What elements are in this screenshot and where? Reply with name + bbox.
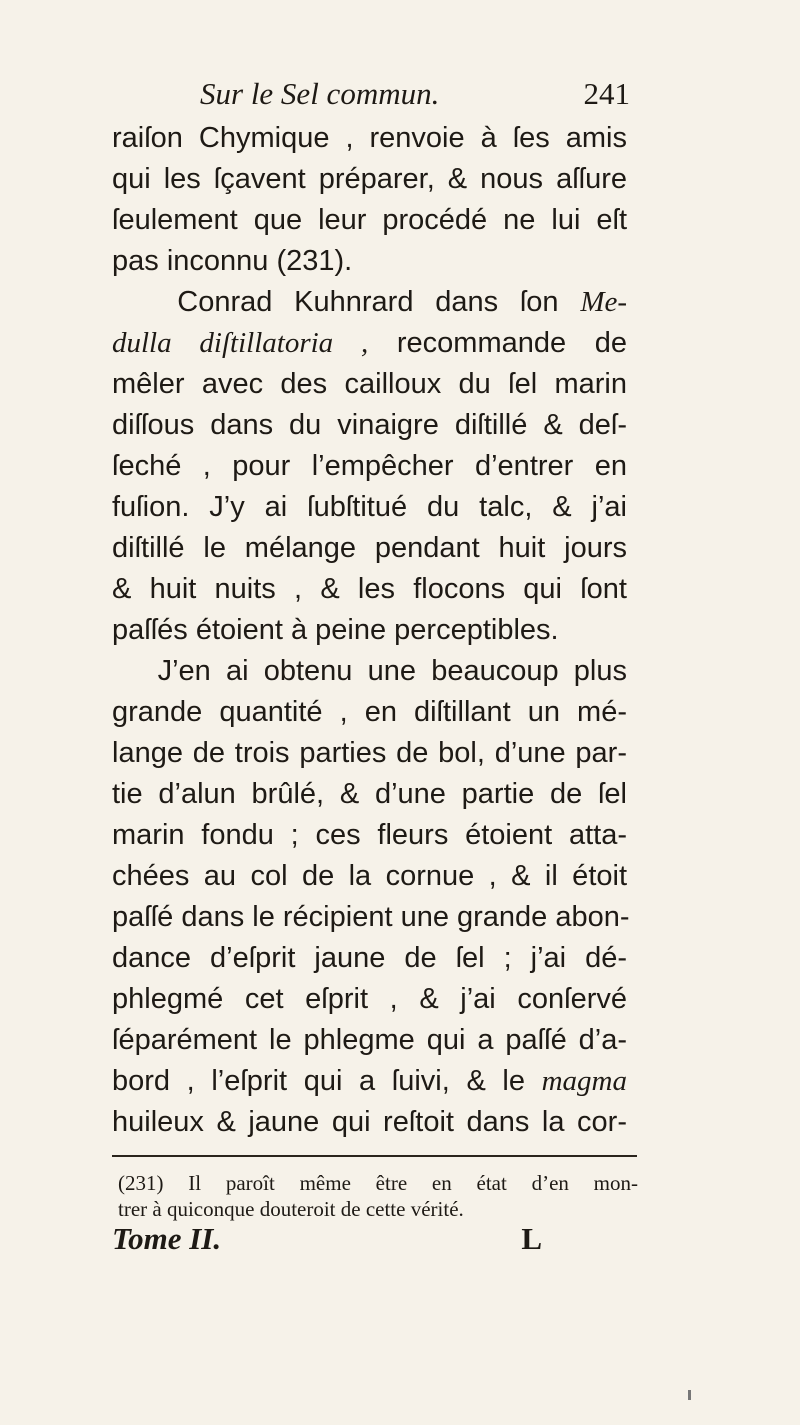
footnote xyxy=(118,1170,638,1222)
footnote-rule xyxy=(112,1155,637,1157)
footnote-line: trer à quiconque douteroit de cette vérité. xyxy=(118,1197,464,1221)
text-line xyxy=(112,241,627,282)
line-text: grande quantité , en diſtillant un mé- xyxy=(112,696,627,728)
volume-mark: Tome II. xyxy=(112,1221,222,1256)
text-line xyxy=(112,405,627,446)
text-line xyxy=(112,856,627,897)
signature-line xyxy=(112,1218,542,1260)
running-head-title: Sur le Sel commun. xyxy=(200,76,440,111)
line-text: huileux & jaune qui reſtoit dans la cor- xyxy=(112,1106,627,1138)
italic-text: Me- xyxy=(580,286,627,318)
text-line xyxy=(112,979,627,1020)
text-line xyxy=(112,528,627,569)
running-head xyxy=(200,72,630,116)
line-text: phlegmé cet eſprit , & j’ai conſervé xyxy=(112,983,627,1015)
line-text: Conrad Kuhnrard dans ſon xyxy=(112,286,581,318)
text-line xyxy=(112,1102,627,1143)
text-line xyxy=(112,1020,627,1061)
line-text: diſtillé le mélange pendant huit jours xyxy=(112,532,627,564)
italic-text: dulla diſtillatoria , xyxy=(112,327,369,359)
text-line xyxy=(112,364,627,405)
text-line xyxy=(112,1061,627,1102)
line-text: paſſés étoient à peine perceptibles. xyxy=(112,614,559,646)
line-text: ſeché , pour l’empêcher d’entrer en xyxy=(112,450,627,482)
line-text: bord , l’eſprit qui a ſuivi, & le xyxy=(112,1065,542,1097)
line-text: fuſion. J’y ai ſubſtitué du talc, & j’ai xyxy=(112,491,627,523)
signature-letter: L xyxy=(521,1221,542,1256)
line-text: diſſous dans du vinaigre diſtillé & deſ- xyxy=(112,409,627,441)
text-line xyxy=(112,446,627,487)
text-line xyxy=(112,282,627,323)
text-line xyxy=(112,118,627,159)
line-text: lange de trois parties de bol, d’une par- xyxy=(112,737,627,769)
text-line xyxy=(112,487,627,528)
line-text: mêler avec des cailloux du ſel marin xyxy=(112,368,627,400)
paper-speck xyxy=(688,1390,691,1400)
line-text: J’en ai obtenu une beaucoup plus xyxy=(112,655,627,687)
line-text: & huit nuits , & les flocons qui ſont xyxy=(112,573,627,605)
text-line xyxy=(112,159,627,200)
line-text: dance d’eſprit jaune de ſel ; j’ai dé- xyxy=(112,942,627,974)
line-text: raiſon Chymique , renvoie à ſes amis xyxy=(112,122,627,154)
italic-text: magma xyxy=(541,1065,627,1097)
line-text: paſſé dans le récipient une grande abon- xyxy=(112,901,630,933)
footnote-line: (231) Il paroît même être en état d’en mon- xyxy=(118,1171,638,1195)
page-number: 241 xyxy=(583,76,630,111)
line-text: marin fondu ; ces fleurs étoient atta- xyxy=(112,819,627,851)
line-text: chées au col de la cornue , & il étoit xyxy=(112,860,627,892)
text-line xyxy=(112,897,630,938)
text-line xyxy=(112,610,627,651)
line-text: ſeulement que leur procédé ne lui eſt xyxy=(112,204,627,236)
text-line xyxy=(112,733,627,774)
text-line xyxy=(112,774,627,815)
line-text: recommande de xyxy=(368,327,627,359)
text-line xyxy=(112,938,627,979)
body-text xyxy=(112,118,630,1143)
text-line xyxy=(112,651,627,692)
text-line xyxy=(112,815,627,856)
line-text: qui les ſçavent préparer, & nous aſſure xyxy=(112,163,627,195)
line-text: ſéparément le phlegme qui a paſſé d’a- xyxy=(112,1024,627,1056)
text-line xyxy=(112,692,627,733)
line-text: pas inconnu (231). xyxy=(112,245,353,277)
text-line xyxy=(112,569,627,610)
text-line xyxy=(112,323,627,364)
line-text: tie d’alun brûlé, & d’une partie de ſel xyxy=(112,778,627,810)
text-line xyxy=(112,200,627,241)
